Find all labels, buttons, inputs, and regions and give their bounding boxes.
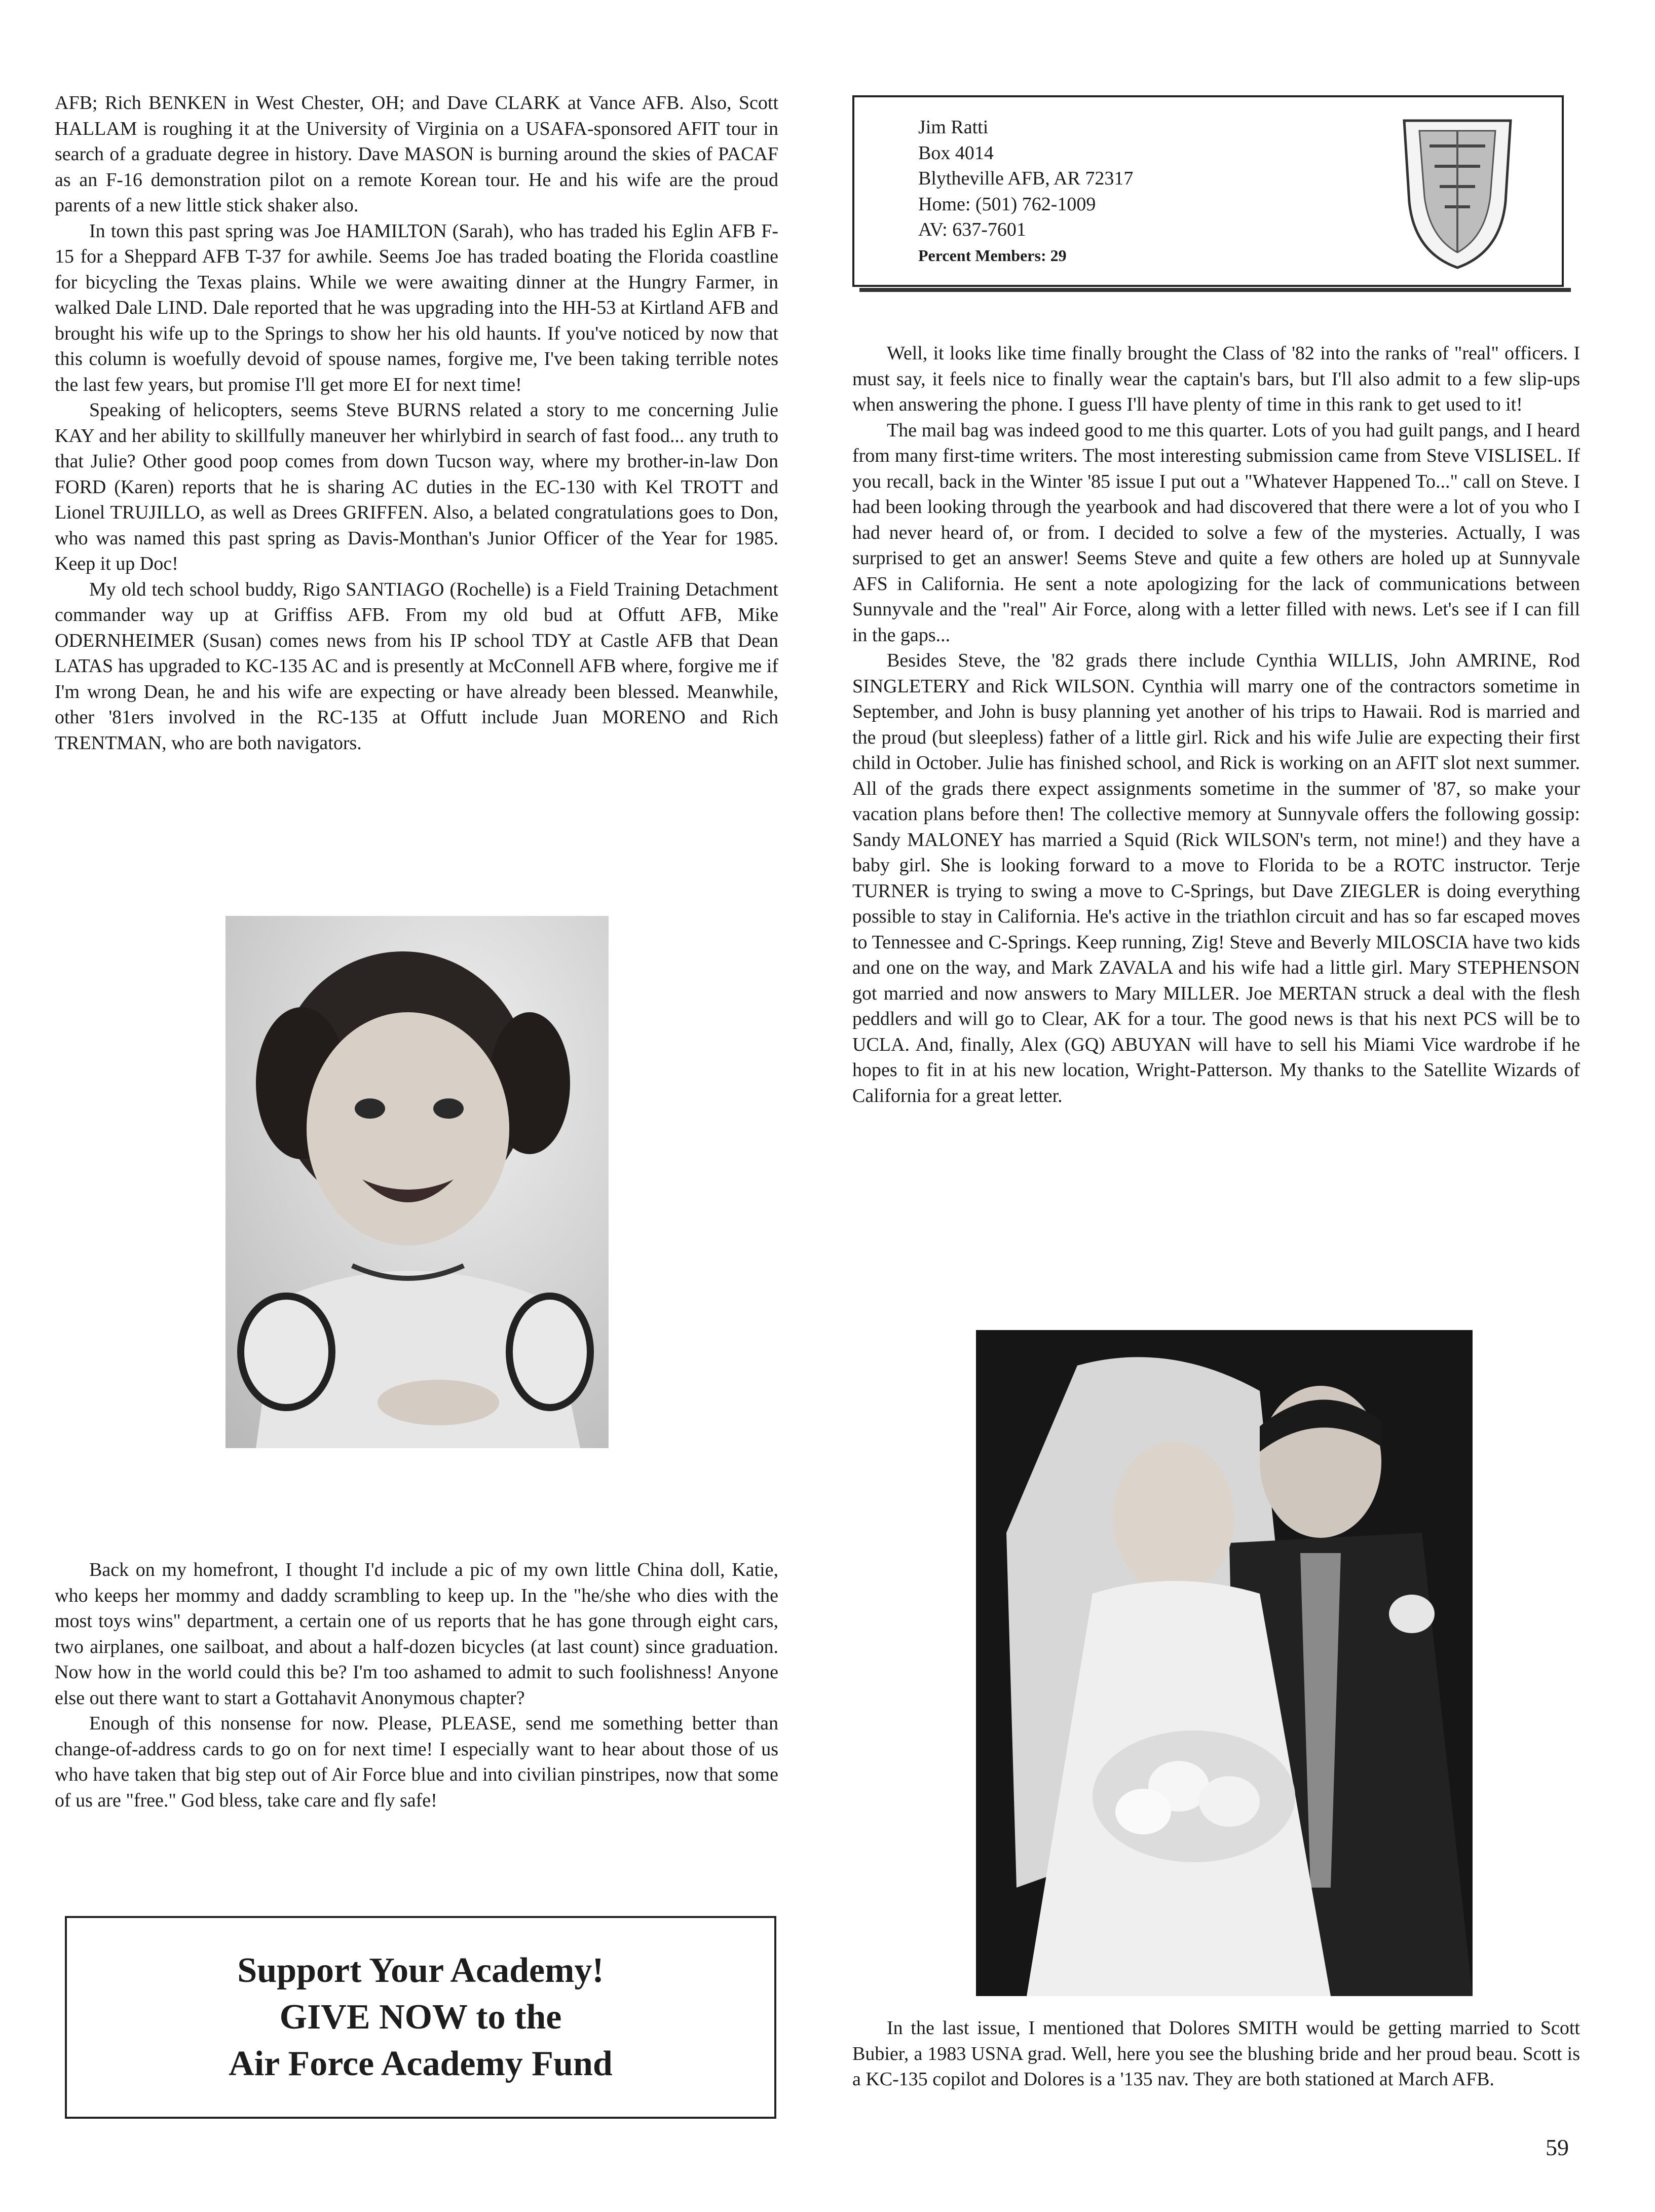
wedding-photo-caption: [852, 2015, 1580, 2092]
paragraph: My old tech school buddy, Rigo SANTIAGO (Rochelle) is a Field Training Detachment commander way up at Griffiss AFB. From my old bud at Offutt AFB, Mike ODERNHEIMER (Susan) comes news from his IP school TDY at Castle AFB that Dean LATAS has upgraded to KC-135 AC and is presently at McConnell AFB where, forgive me if I'm wrong Dean, he and his wife are expecting or have already been blessed. Meanwhile, other '81ers involved in the RC-135 at Offutt include Juan MORENO and Rich TRENTMAN, who are both navigators.: [55, 578, 778, 754]
paragraph: AFB; Rich BENKEN in West Chester, OH; and Dave CLARK at Vance AFB. Also, Scott HALLAM is roughing it at the University of Virginia on a USAFA-sponsored AFIT tour in search of a graduate degree in history. Dave MASON is burning around the skies of PACAF as an F-16 demonstration pilot on a remote Korean tour. He and his wife are the proud parents of a new little stick shaker also.: [55, 92, 778, 216]
wedding-illustration: [976, 1330, 1473, 1996]
class-crest-icon: [1399, 110, 1516, 273]
box-shadow: [859, 288, 1571, 292]
contact-name: Jim Ratti: [918, 117, 989, 138]
paragraph: In town this past spring was Joe HAMILTON (Sarah), who has traded his Eglin AFB F-15 for a Sheppard AFB T-37 for awhile. Seems Joe has traded boating the Florida coastline for bicycling the Texas plains. While we were awaiting dinner at the Hungry Farmer, in walked Dale LIND. Dale reported that he was upgrading into the HH-53 at Kirtland AFB and brought his wife up to the Springs to show her his old haunts. If you've noticed by now that this column is woefully devoid of spouse names, forgive me, I've been taking terrible notes the last few years, but promise I'll get more EI for next time!: [55, 220, 778, 395]
support-line-2: GIVE NOW to the: [279, 1998, 562, 2037]
child-portrait-illustration: [225, 916, 609, 1448]
support-line-3: Air Force Academy Fund: [229, 2044, 613, 2083]
contact-av-phone: AV: 637-7601: [918, 219, 1026, 240]
paragraph: The mail bag was indeed good to me this quarter. Lots of you had guilt pangs, and I heard from many first-time writers. The most interesting submission came from Steve VISLISEL. If you recall, back in the Winter '85 issue I put out a "Whatever Happened To..." call on Steve. I had been looking through the yearbook and had discovered that there were a lot of you who I had never heard of, or from. I decided to solve a few of the mysteries. Actually, I was surprised to get an answer! Seems Steve and quite a few others are holed up at Sunnyvale AFS in California. He sent a note apologizing for the lack of communications between Sunnyvale and the "real" Air Force, along with a letter filled with news. Let's see if I can fill in the gaps...: [852, 419, 1580, 646]
caption-paragraph: Back on my homefront, I thought I'd include a pic of my own little China doll, Katie, who keeps her mommy and daddy scrambling to keep up. In the "he/she who dies with the most toys wins" department, a certain one of us reports that he has gone through eight cars, two airplanes, one sailboat, and about a half-dozen bicycles (at last count) since graduation. Now how in the world could this be? I'm too ashamed to admit to such foolishness! Anyone else out there want to start a Gottahavit Anonymous chapter?: [55, 1559, 778, 1709]
percent-members: Percent Members: 29: [918, 246, 1067, 265]
contact-city: Blytheville AFB, AR 72317: [918, 168, 1134, 189]
left-column: [55, 90, 778, 756]
contact-home-phone: Home: (501) 762-1009: [918, 193, 1096, 215]
class-scribe-contact-box: [852, 95, 1564, 287]
contact-box-number: Box 4014: [918, 142, 994, 164]
paragraph: Well, it looks like time finally brought the Class of '82 into the ranks of "real" officers. I must say, it feels nice to finally wear the captain's bars, but I'll also admit to a few slip-ups when answering the phone. I guess I'll have plenty of time in this rank to get used to it!: [852, 343, 1580, 415]
support-line-1: Support Your Academy!: [237, 1951, 604, 1990]
page-number: 59: [1546, 2134, 1569, 2160]
photo-child-portrait: [225, 916, 609, 1448]
paragraph: Speaking of helicopters, seems Steve BURNS related a story to me concerning Julie KAY and her ability to skillfully maneuver her whirlybird in search of fast food... any truth to that Julie? Other good poop comes from down Tucson way, where my brother-in-law Don FORD (Karen) reports that he is sharing AC duties in the EC-130 with Kel TROTT and Lionel TRUJILLO, as well as Drees GRIFFEN. Also, a belated congratulations goes to Don, who was named this past spring as Davis-Monthan's Junior Officer of the Year for 1985. Keep it up Doc!: [55, 399, 778, 574]
caption-paragraph: Enough of this nonsense for now. Please, PLEASE, send me something better than change-of-address cards to go on for next time! I especially want to hear about those of us who have taken that big step out of Air Force blue and into civilian pinstripes, now that some of us are "free." God bless, take care and fly safe!: [55, 1713, 778, 1811]
caption-paragraph: In the last issue, I mentioned that Dolores SMITH would be getting married to Scott Bubier, a 1983 USNA grad. Well, here you see the blushing bride and her proud beau. Scott is a KC-135 copilot and Dolores is a '135 nav. They are both stationed at March AFB.: [852, 2017, 1580, 2090]
contact-details: [918, 115, 1133, 268]
right-column: [852, 341, 1580, 1109]
support-academy-box: [65, 1916, 776, 2119]
paragraph: Besides Steve, the '82 grads there include Cynthia WILLIS, John AMRINE, Rod SINGLETERY and Rick WILSON. Cynthia will marry one of the contractors sometime in September, and John is busy planning yet another of his trips to Hawaii. Rod is married and the proud (but sleepless) father of a little girl. Rick and his wife Julie are expecting their first child in October. Julie has finished school, and Rick is working on an AFIT slot next summer. All of the grads there expect assignments sometime in the summer of '87, so make your vacation plans before then! The collective memory at Sunnyvale offers the following gossip: Sandy MALONEY has married a Squid (Rick WILSON's term, not mine!) and they have a baby girl. She is looking forward to a move to Florida to be a ROTC instructor. Terje TURNER is trying to swing a move to C-Springs, but Dave ZIEGLER is doing everything possible to stay in California. He's active in the triathlon circuit and has so far escaped moves to Tennessee and C-Springs. Keep running, Zig! Steve and Beverly MILOSCIA have two kids and one on the way, and Mark ZAVALA and his wife had a little girl. Mary STEPHENSON got married and now answers to Mary MILLER. Joe MERTAN struck a deal with the flesh peddlers and will go to Clear, AK for a tour. The good news is that his next PCS will be to UCLA. And, finally, Alex (GQ) ABUYAN will have to sell his Miami Vice wardrobe if he hopes to fit in at his new location, Wright-Patterson. My thanks to the Satellite Wizards of California for a great letter.: [852, 650, 1580, 1107]
child-photo-caption: [55, 1557, 778, 1813]
photo-wedding-couple: [976, 1330, 1473, 1996]
